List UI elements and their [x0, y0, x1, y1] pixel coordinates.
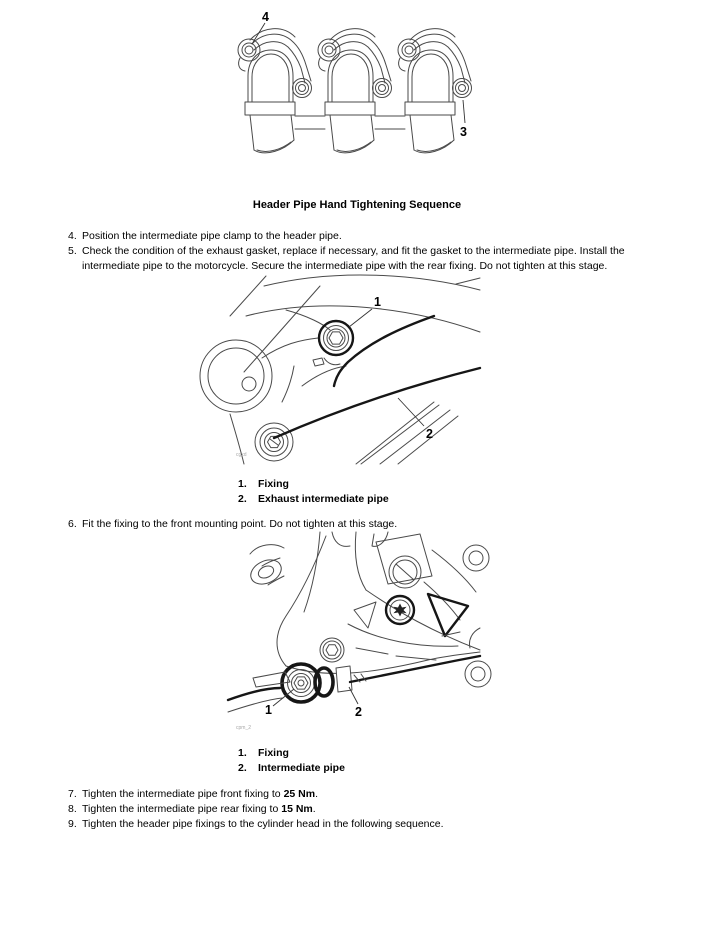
- step-text: Check the condition of the exhaust gasket, replace if necessary, and fit the gasket to the intermediate pipe. Install the intermediate pipe to the motorcycle. Secure the intermediate pipe with the rear fixing. Do not tighten at this stage.: [82, 245, 625, 272]
- callout-3-leader: [463, 100, 465, 123]
- step-4: [68, 229, 652, 244]
- lower-bolt: [255, 423, 293, 461]
- callout-1-label: 1: [374, 295, 381, 309]
- header-port-1: [238, 29, 312, 153]
- callout-1-label: 1: [265, 703, 272, 717]
- step-6: [68, 517, 652, 532]
- bushing: [247, 545, 285, 589]
- intermediate-pipe-left: [228, 688, 280, 700]
- figure-legend: [238, 746, 345, 776]
- callout-3-label: 3: [460, 125, 467, 139]
- legend-number: 2.: [238, 762, 247, 774]
- torx-bolt: [386, 596, 414, 624]
- engine-cover-circle: [200, 340, 272, 412]
- legend-text: Fixing: [258, 747, 289, 759]
- step-number: 5.: [68, 245, 77, 257]
- step-number: 8.: [68, 803, 77, 815]
- step-text: Tighten the intermediate pipe front fixing to 25 Nm.: [82, 788, 318, 800]
- legend-row: [238, 746, 345, 761]
- legend-text: Exhaust intermediate pipe: [258, 493, 389, 505]
- callout-2-label: 2: [355, 705, 362, 719]
- step-number: 7.: [68, 788, 77, 800]
- step-number: 9.: [68, 818, 77, 830]
- step-text: Tighten the header pipe fixings to the cylinder head in the following sequence.: [82, 818, 444, 830]
- legend-row: [238, 492, 389, 507]
- header-pipe-figure: [236, 4, 484, 164]
- spacer: [315, 668, 333, 696]
- legend-row: [238, 477, 389, 492]
- intermediate-pipe-lower-edge: [274, 368, 480, 438]
- step-9: [68, 817, 652, 832]
- step-text: Fit the fixing to the front mounting point. Do not tighten at this stage.: [82, 518, 398, 530]
- step-8: [68, 802, 652, 817]
- step-number: 4.: [68, 230, 77, 242]
- intermediate-pipe-front-fixing-figure: [228, 532, 480, 732]
- hex-bolt: [320, 638, 344, 662]
- intermediate-pipe-right: [350, 656, 480, 682]
- torque-value: 25 Nm: [283, 788, 316, 800]
- figure-watermark: cpm_2: [236, 725, 252, 731]
- callout-1-leader: [349, 309, 372, 327]
- legend-row: [238, 761, 345, 776]
- torque-value: 15 Nm: [281, 803, 313, 815]
- callout-2-leader: [398, 398, 424, 426]
- figure-caption: Header Pipe Hand Tightening Sequence: [252, 199, 462, 211]
- step-number: 6.: [68, 518, 77, 530]
- intermediate-pipe-rear-fixing-figure: [228, 274, 480, 464]
- legend-text: Fixing: [258, 478, 289, 490]
- callout-2-leader: [349, 687, 358, 704]
- legend-number: 1.: [238, 478, 247, 490]
- step-7: [68, 787, 652, 802]
- callout-4-leader: [252, 23, 265, 44]
- legend-number: 1.: [238, 747, 247, 759]
- figure-legend: [238, 477, 389, 507]
- step-text: Position the intermediate pipe clamp to the header pipe.: [82, 230, 342, 242]
- step-text: Tighten the intermediate pipe rear fixing to 15 Nm.: [82, 803, 316, 815]
- legend-text: Intermediate pipe: [258, 762, 345, 774]
- legend-number: 2.: [238, 493, 247, 505]
- slotted-screw: [389, 556, 421, 588]
- figure-watermark: cgxd: [236, 452, 247, 458]
- connecting-bar: [295, 116, 405, 129]
- callout-2-label: 2: [426, 427, 433, 441]
- rear-fixing-bolt: [313, 321, 353, 366]
- step-5: [68, 244, 652, 274]
- header-port-2: [318, 29, 392, 153]
- callout-4-label: 4: [262, 10, 269, 24]
